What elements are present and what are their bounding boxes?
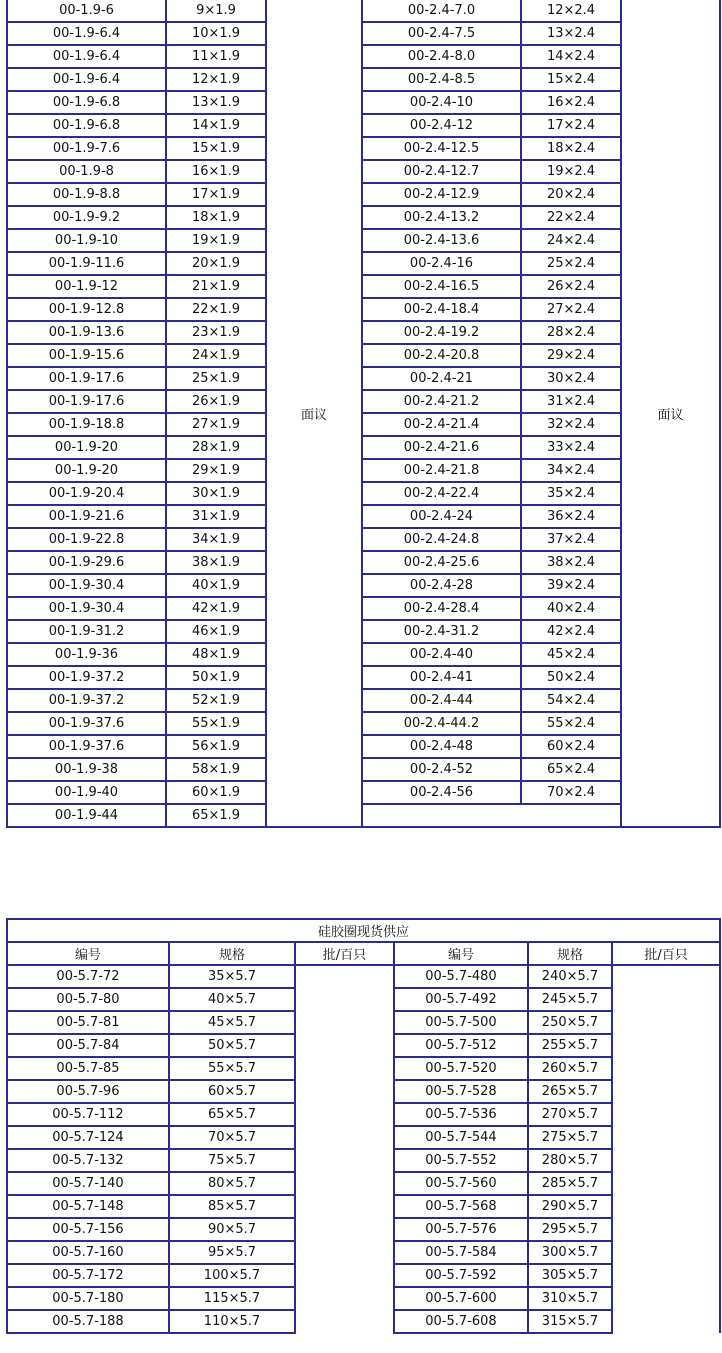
size-spec: 240×5.7 [528,965,612,988]
size-spec: 52×1.9 [166,689,266,712]
size-spec: 27×1.9 [166,413,266,436]
size-spec: 300×5.7 [528,1241,612,1264]
part-code: 00-2.4-10 [362,91,521,114]
part-code: 00-5.7-560 [394,1172,528,1195]
size-spec: 42×1.9 [166,597,266,620]
part-code: 00-2.4-8.5 [362,68,521,91]
size-spec: 34×1.9 [166,528,266,551]
part-code: 00-1.9-20 [7,436,166,459]
part-code: 00-1.9-22.8 [7,528,166,551]
part-code: 00-1.9-6.4 [7,22,166,45]
size-spec: 27×2.4 [521,298,621,321]
size-spec: 16×1.9 [166,160,266,183]
size-spec: 250×5.7 [528,1011,612,1034]
size-spec: 29×2.4 [521,344,621,367]
part-code: 00-1.9-6.4 [7,45,166,68]
size-spec: 60×2.4 [521,735,621,758]
part-code: 00-1.9-17.6 [7,367,166,390]
part-code: 00-1.9-20.4 [7,482,166,505]
size-spec: 255×5.7 [528,1034,612,1057]
silicone-ring-stock-table [6,918,721,1334]
size-spec: 70×2.4 [521,781,621,804]
table-row [7,620,720,643]
part-code: 00-1.9-18.8 [7,413,166,436]
part-code: 00-1.9-8 [7,160,166,183]
part-code: 00-1.9-37.6 [7,712,166,735]
part-code: 00-2.4-40 [362,643,521,666]
part-code: 00-1.9-40 [7,781,166,804]
part-code: 00-5.7-112 [7,1103,169,1126]
table-row [7,114,720,137]
size-spec: 10×1.9 [166,22,266,45]
part-code: 00-2.4-48 [362,735,521,758]
size-spec: 260×5.7 [528,1057,612,1080]
size-spec: 38×2.4 [521,551,621,574]
size-spec: 15×2.4 [521,68,621,91]
price-cell [295,965,394,1333]
size-spec: 110×5.7 [169,1310,295,1333]
size-spec: 65×1.9 [166,804,266,827]
size-spec: 55×2.4 [521,712,621,735]
part-code: 00-1.9-36 [7,643,166,666]
header-price: 批/百只 [295,942,394,965]
size-spec: 12×2.4 [521,0,621,22]
table-row [7,643,720,666]
table-row [7,482,720,505]
part-code: 00-5.7-568 [394,1195,528,1218]
size-spec: 22×2.4 [521,206,621,229]
part-code: 00-1.9-37.6 [7,735,166,758]
size-spec: 40×5.7 [169,988,295,1011]
part-code: 00-1.9-37.2 [7,666,166,689]
table-row [7,390,720,413]
part-code: 00-5.7-544 [394,1126,528,1149]
size-spec: 70×5.7 [169,1126,295,1149]
table-row [7,712,720,735]
header-code: 编号 [394,942,528,965]
part-code: 00-2.4-13.2 [362,206,521,229]
size-spec: 95×5.7 [169,1241,295,1264]
size-spec: 12×1.9 [166,68,266,91]
table-row [7,229,720,252]
size-spec: 9×1.9 [166,0,266,22]
header-spec: 规格 [169,942,295,965]
size-spec: 13×2.4 [521,22,621,45]
part-code: 00-1.9-6.4 [7,68,166,91]
part-code: 00-1.9-38 [7,758,166,781]
size-spec: 24×1.9 [166,344,266,367]
size-spec: 50×2.4 [521,666,621,689]
part-code: 00-5.7-80 [7,988,169,1011]
size-spec: 16×2.4 [521,91,621,114]
part-code: 00-1.9-6.8 [7,114,166,137]
size-spec: 39×2.4 [521,574,621,597]
size-spec: 14×2.4 [521,45,621,68]
size-spec: 35×5.7 [169,965,295,988]
size-spec: 18×1.9 [166,206,266,229]
part-code: 00-2.4-24 [362,505,521,528]
size-spec: 26×1.9 [166,390,266,413]
table-row [7,45,720,68]
size-spec: 37×2.4 [521,528,621,551]
table-row [7,367,720,390]
table-row [7,183,720,206]
part-code: 00-5.7-188 [7,1310,169,1333]
part-code: 00-2.4-28 [362,574,521,597]
ring-spec-table-1.9-2.4 [6,0,721,828]
size-spec: 11×1.9 [166,45,266,68]
part-code: 00-5.7-96 [7,1080,169,1103]
part-code: 00-2.4-16 [362,252,521,275]
part-code: 00-5.7-592 [394,1264,528,1287]
size-spec: 21×1.9 [166,275,266,298]
table-row [7,735,720,758]
size-spec: 60×5.7 [169,1080,295,1103]
size-spec: 17×1.9 [166,183,266,206]
part-code: 00-5.7-124 [7,1126,169,1149]
size-spec: 31×2.4 [521,390,621,413]
part-code: 00-2.4-7.5 [362,22,521,45]
part-code: 00-5.7-156 [7,1218,169,1241]
header-code: 编号 [7,942,169,965]
table-row [7,321,720,344]
part-code: 00-2.4-12.5 [362,137,521,160]
table-row [7,344,720,367]
part-code: 00-5.7-84 [7,1034,169,1057]
part-code: 00-2.4-21 [362,367,521,390]
size-spec: 295×5.7 [528,1218,612,1241]
table-row [7,160,720,183]
table-row [7,689,720,712]
size-spec: 270×5.7 [528,1103,612,1126]
part-code: 00-1.9-7.6 [7,137,166,160]
part-code: 00-2.4-21.4 [362,413,521,436]
part-code: 00-2.4-31.2 [362,620,521,643]
table-row [7,22,720,45]
size-spec: 50×1.9 [166,666,266,689]
part-code: 00-5.7-85 [7,1057,169,1080]
part-code: 00-2.4-13.6 [362,229,521,252]
header-price: 批/百只 [612,942,720,965]
size-spec: 45×2.4 [521,643,621,666]
part-code: 00-2.4-21.6 [362,436,521,459]
table-row [7,436,720,459]
size-spec: 33×2.4 [521,436,621,459]
part-code: 00-2.4-12.7 [362,160,521,183]
size-spec: 55×5.7 [169,1057,295,1080]
part-code: 00-1.9-30.4 [7,574,166,597]
table-row [7,574,720,597]
size-spec: 245×5.7 [528,988,612,1011]
part-code: 00-2.4-44 [362,689,521,712]
part-code: 00-1.9-37.2 [7,689,166,712]
size-spec: 48×1.9 [166,643,266,666]
part-code: 00-2.4-7.0 [362,0,521,22]
size-spec: 19×2.4 [521,160,621,183]
size-spec: 42×2.4 [521,620,621,643]
table-row [7,413,720,436]
part-code: 00-5.7-81 [7,1011,169,1034]
part-code: 00-5.7-180 [7,1287,169,1310]
part-code: 00-5.7-160 [7,1241,169,1264]
part-code: 00-1.9-10 [7,229,166,252]
part-code: 00-1.9-11.6 [7,252,166,275]
table-row [7,505,720,528]
size-spec: 29×1.9 [166,459,266,482]
part-code: 00-2.4-16.5 [362,275,521,298]
size-spec: 17×2.4 [521,114,621,137]
table-row [7,666,720,689]
table-row [7,298,720,321]
size-spec: 54×2.4 [521,689,621,712]
size-spec: 32×2.4 [521,413,621,436]
part-code: 00-5.7-520 [394,1057,528,1080]
part-code: 00-5.7-492 [394,988,528,1011]
part-code: 00-1.9-20 [7,459,166,482]
part-code: 00-2.4-19.2 [362,321,521,344]
size-spec: 25×2.4 [521,252,621,275]
size-spec: 80×5.7 [169,1172,295,1195]
part-code: 00-5.7-132 [7,1149,169,1172]
part-code: 00-5.7-148 [7,1195,169,1218]
part-code: 00-1.9-12 [7,275,166,298]
size-spec: 55×1.9 [166,712,266,735]
part-code: 00-2.4-21.2 [362,390,521,413]
part-code: 00-5.7-536 [394,1103,528,1126]
part-code: 00-5.7-576 [394,1218,528,1241]
part-code: 00-1.9-29.6 [7,551,166,574]
table-row [7,137,720,160]
size-spec: 46×1.9 [166,620,266,643]
size-spec: 285×5.7 [528,1172,612,1195]
size-spec: 305×5.7 [528,1264,612,1287]
part-code: 00-5.7-608 [394,1310,528,1333]
size-spec: 13×1.9 [166,91,266,114]
part-code: 00-2.4-20.8 [362,344,521,367]
price-note: 面议 [266,0,362,827]
size-spec: 275×5.7 [528,1126,612,1149]
table-row [7,0,720,22]
table-row [7,459,720,482]
table-row [7,781,720,804]
size-spec: 45×5.7 [169,1011,295,1034]
size-spec: 15×1.9 [166,137,266,160]
size-spec: 50×5.7 [169,1034,295,1057]
part-code: 00-2.4-44.2 [362,712,521,735]
table-row [7,68,720,91]
part-code: 00-1.9-21.6 [7,505,166,528]
size-spec: 22×1.9 [166,298,266,321]
size-spec: 58×1.9 [166,758,266,781]
size-spec: 34×2.4 [521,459,621,482]
size-spec: 310×5.7 [528,1287,612,1310]
size-spec: 90×5.7 [169,1218,295,1241]
part-code: 00-2.4-8.0 [362,45,521,68]
size-spec: 100×5.7 [169,1264,295,1287]
size-spec: 65×5.7 [169,1103,295,1126]
size-spec: 18×2.4 [521,137,621,160]
table-title: 硅胶圈现货供应 [7,919,720,942]
size-spec: 31×1.9 [166,505,266,528]
size-spec: 20×1.9 [166,252,266,275]
table-row [7,965,720,988]
part-code: 00-1.9-30.4 [7,597,166,620]
size-spec: 28×1.9 [166,436,266,459]
size-spec: 56×1.9 [166,735,266,758]
table-row [7,528,720,551]
table-row [7,804,720,827]
price-note: 面议 [621,0,720,827]
part-code: 00-2.4-41 [362,666,521,689]
part-code: 00-1.9-13.6 [7,321,166,344]
size-spec: 265×5.7 [528,1080,612,1103]
table-row [7,252,720,275]
table-row [7,91,720,114]
part-code: 00-5.7-512 [394,1034,528,1057]
size-spec: 30×2.4 [521,367,621,390]
size-spec: 290×5.7 [528,1195,612,1218]
part-code: 00-2.4-21.8 [362,459,521,482]
part-code: 00-2.4-12.9 [362,183,521,206]
size-spec: 28×2.4 [521,321,621,344]
part-code: 00-2.4-25.6 [362,551,521,574]
table-row [7,758,720,781]
table-row [7,551,720,574]
price-cell [612,965,720,1333]
size-spec: 24×2.4 [521,229,621,252]
table-row [7,597,720,620]
part-code: 00-5.7-600 [394,1287,528,1310]
header-spec: 规格 [528,942,612,965]
part-code: 00-1.9-44 [7,804,166,827]
part-code: 00-5.7-528 [394,1080,528,1103]
part-code: 00-5.7-552 [394,1149,528,1172]
size-spec: 85×5.7 [169,1195,295,1218]
size-spec: 65×2.4 [521,758,621,781]
part-code: 00-5.7-172 [7,1264,169,1287]
part-code: 00-1.9-9.2 [7,206,166,229]
size-spec: 36×2.4 [521,505,621,528]
part-code: 00-1.9-8.8 [7,183,166,206]
size-spec: 115×5.7 [169,1287,295,1310]
size-spec: 280×5.7 [528,1149,612,1172]
size-spec: 14×1.9 [166,114,266,137]
part-code: 00-1.9-6.8 [7,91,166,114]
part-code: 00-1.9-31.2 [7,620,166,643]
part-code: 00-1.9-12.8 [7,298,166,321]
part-code: 00-2.4-18.4 [362,298,521,321]
empty-cell [362,804,621,827]
size-spec: 20×2.4 [521,183,621,206]
size-spec: 75×5.7 [169,1149,295,1172]
part-code: 00-5.7-500 [394,1011,528,1034]
table-row [7,206,720,229]
part-code: 00-2.4-24.8 [362,528,521,551]
table-row [7,275,720,298]
size-spec: 40×2.4 [521,597,621,620]
part-code: 00-2.4-22.4 [362,482,521,505]
part-code: 00-5.7-72 [7,965,169,988]
part-code: 00-1.9-6 [7,0,166,22]
size-spec: 60×1.9 [166,781,266,804]
part-code: 00-1.9-15.6 [7,344,166,367]
size-spec: 25×1.9 [166,367,266,390]
part-code: 00-1.9-17.6 [7,390,166,413]
part-code: 00-2.4-56 [362,781,521,804]
size-spec: 315×5.7 [528,1310,612,1333]
size-spec: 23×1.9 [166,321,266,344]
part-code: 00-5.7-480 [394,965,528,988]
size-spec: 26×2.4 [521,275,621,298]
part-code: 00-5.7-140 [7,1172,169,1195]
size-spec: 19×1.9 [166,229,266,252]
size-spec: 38×1.9 [166,551,266,574]
part-code: 00-5.7-584 [394,1241,528,1264]
size-spec: 30×1.9 [166,482,266,505]
part-code: 00-2.4-12 [362,114,521,137]
part-code: 00-2.4-52 [362,758,521,781]
size-spec: 35×2.4 [521,482,621,505]
size-spec: 40×1.9 [166,574,266,597]
part-code: 00-2.4-28.4 [362,597,521,620]
